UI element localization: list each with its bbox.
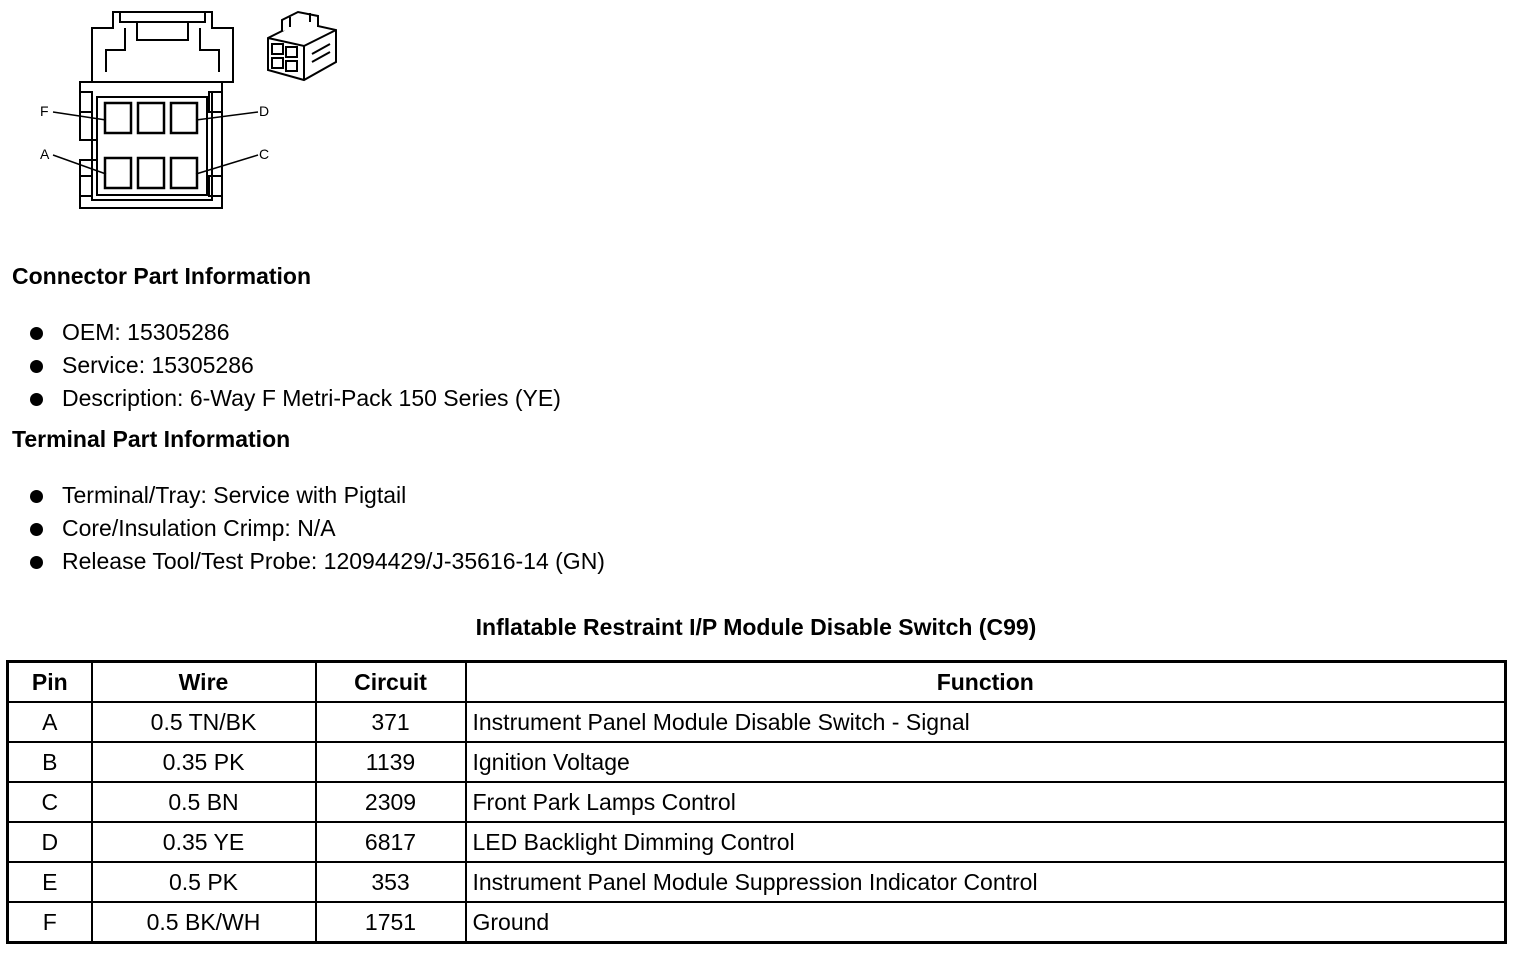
cell-circuit: 1751 <box>316 902 466 943</box>
cavity-c <box>171 158 197 188</box>
list-item <box>0 349 561 382</box>
table-row <box>8 822 1506 862</box>
header-pin: Pin <box>8 662 92 703</box>
cell-function: Instrument Panel Module Suppression Indicator Control <box>466 862 1506 902</box>
list-item <box>0 545 605 578</box>
cell-circuit: 2309 <box>316 782 466 822</box>
cell-wire: 0.35 YE <box>92 822 316 862</box>
cell-circuit: 6817 <box>316 822 466 862</box>
cavity-e <box>138 103 164 133</box>
cell-pin: F <box>8 902 92 943</box>
connector-diagram <box>0 0 360 220</box>
terminal-part-info-heading: Terminal Part Information <box>12 426 291 452</box>
cell-pin: E <box>8 862 92 902</box>
cell-function: Instrument Panel Module Disable Switch - Signal <box>466 702 1506 742</box>
connector-part-info-heading: Connector Part Information <box>12 263 312 289</box>
pinout-table <box>6 660 1507 944</box>
bullet-icon <box>30 393 43 406</box>
pin-label-f: F <box>40 103 49 119</box>
header-function: Function <box>466 662 1506 703</box>
list-item <box>0 316 561 349</box>
cell-circuit: 353 <box>316 862 466 902</box>
cavity-d <box>171 103 197 133</box>
list-item <box>0 512 605 545</box>
cell-circuit: 1139 <box>316 742 466 782</box>
cavity-b <box>138 158 164 188</box>
cell-function: Ground <box>466 902 1506 943</box>
list-item <box>0 382 561 415</box>
table-row <box>8 702 1506 742</box>
terminal-tray: Terminal/Tray: Service with Pigtail <box>62 482 407 508</box>
cell-wire: 0.35 PK <box>92 742 316 782</box>
table-row <box>8 782 1506 822</box>
cell-wire: 0.5 PK <box>92 862 316 902</box>
bullet-icon <box>30 490 43 503</box>
bullet-icon <box>30 523 43 536</box>
pin-label-c: C <box>259 146 270 162</box>
cell-function: Front Park Lamps Control <box>466 782 1506 822</box>
header-circuit: Circuit <box>316 662 466 703</box>
connector-isometric-icon <box>268 12 336 80</box>
table-title: Inflatable Restraint I/P Module Disable Switch (C99) <box>475 614 1037 640</box>
pin-label-a: A <box>40 146 50 162</box>
pin-label-d: D <box>259 103 270 119</box>
table-row <box>8 902 1506 943</box>
bullet-icon <box>30 360 43 373</box>
header-wire: Wire <box>92 662 316 703</box>
cell-wire: 0.5 BN <box>92 782 316 822</box>
cell-pin: B <box>8 742 92 782</box>
table-row <box>8 862 1506 902</box>
connector-oem: OEM: 15305286 <box>62 319 230 345</box>
cell-pin: C <box>8 782 92 822</box>
cell-pin: A <box>8 702 92 742</box>
core-insulation-crimp: Core/Insulation Crimp: N/A <box>62 515 336 541</box>
cell-wire: 0.5 BK/WH <box>92 902 316 943</box>
connector-part-info-list <box>0 316 561 415</box>
cavity-f <box>105 103 131 133</box>
cavity-a <box>105 158 131 188</box>
cell-wire: 0.5 TN/BK <box>92 702 316 742</box>
cell-circuit: 371 <box>316 702 466 742</box>
bullet-icon <box>30 556 43 569</box>
terminal-part-info-list <box>0 479 605 578</box>
release-tool: Release Tool/Test Probe: 12094429/J-35616-14 (GN) <box>62 548 605 574</box>
list-item <box>0 479 605 512</box>
cell-function: LED Backlight Dimming Control <box>466 822 1506 862</box>
bullet-icon <box>30 327 43 340</box>
connector-service: Service: 15305286 <box>62 352 254 378</box>
cell-pin: D <box>8 822 92 862</box>
cell-function: Ignition Voltage <box>466 742 1506 782</box>
table-header-row <box>8 662 1506 703</box>
table-row <box>8 742 1506 782</box>
connector-description: Description: 6-Way F Metri-Pack 150 Series (YE) <box>62 385 561 411</box>
